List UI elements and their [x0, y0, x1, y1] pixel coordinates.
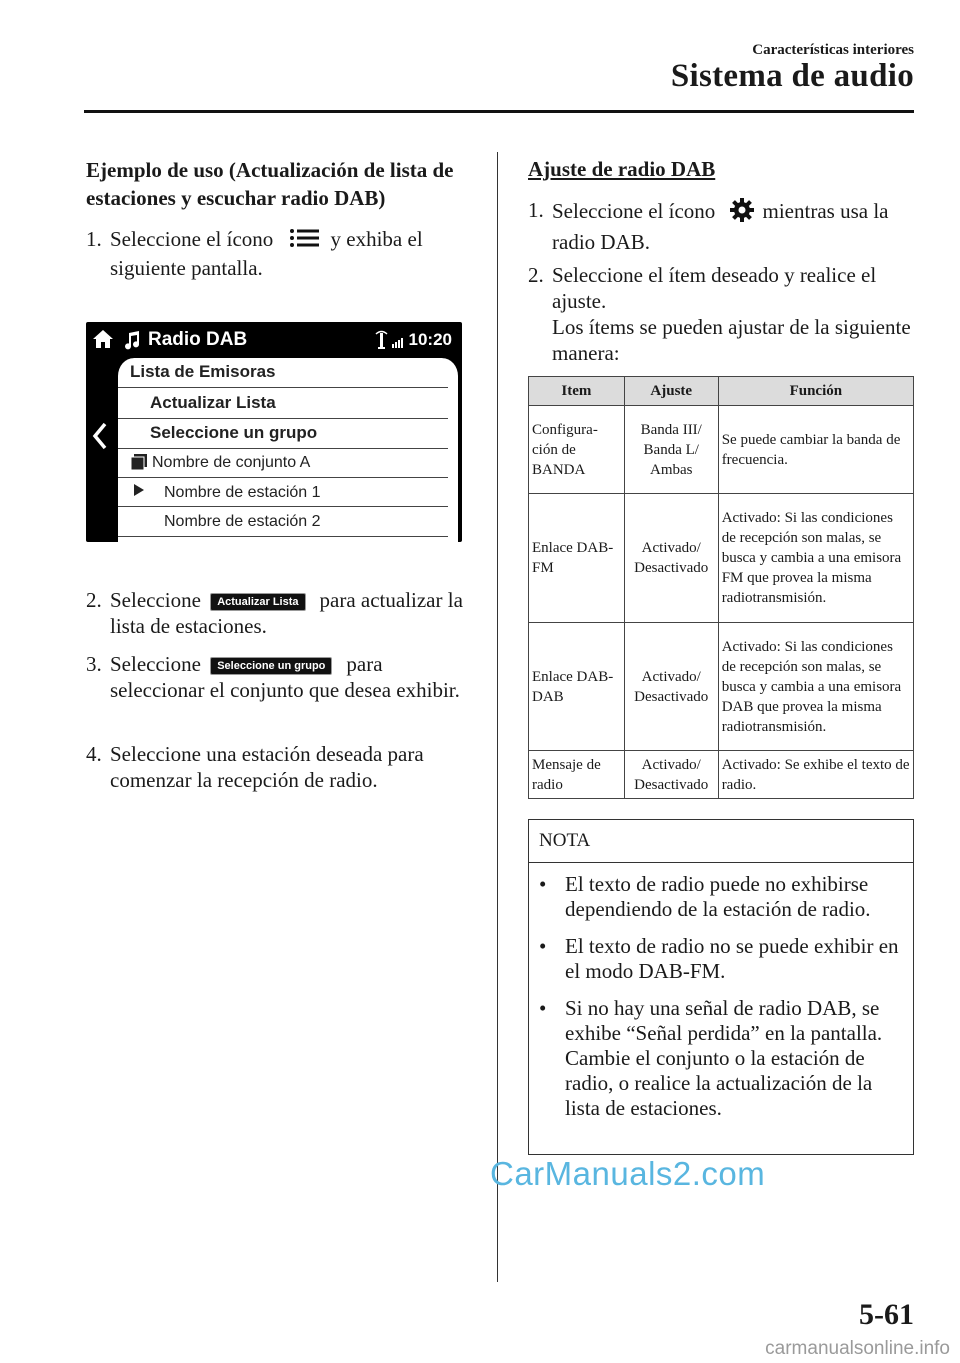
step-1-right: 1. Seleccione el ícono mientras usa la radio DAB.: [528, 198, 889, 254]
radio-dab-screen: [86, 322, 462, 542]
step-4-left: 4. Seleccione una estación deseada para comenzar la recepción de radio.: [86, 742, 424, 792]
note-header: NOTA: [529, 820, 913, 863]
page-number: 5-61: [859, 1298, 914, 1331]
step-3-left: 3. Seleccione Seleccione un grupo para seleccionar el conjunto que desea exhibir.: [86, 652, 460, 702]
chapter-title: Sistema de audio: [670, 58, 914, 94]
chapter-subtitle: Características interiores: [752, 42, 914, 58]
settings-table: [528, 376, 914, 799]
update-list-button-image: Actualizar Lista: [210, 593, 305, 611]
note-item: • El texto de radio no se puede exhibir en el modo DAB-FM.: [539, 934, 899, 983]
update-list-item[interactable]: Actualizar Lista: [150, 393, 276, 412]
table-row: Enlace DAB-FM Activado/ Desactivado Activado: Si las condiciones de recepción son malas, se busca y cambia a una emisora FM que provea la misma radiotransmisión.: [529, 494, 914, 623]
list-header: Lista de Emisoras: [130, 362, 276, 381]
header-rule: [84, 110, 914, 113]
ensemble-item[interactable]: Nombre de conjunto A: [152, 454, 311, 471]
table-row: Enlace DAB-DAB Activado/ Desactivado Activado: Si las condiciones de recepción son malas, se busca y cambia a una emisora DAB que provea la misma radiotransmisión.: [529, 623, 914, 751]
select-group-item[interactable]: Seleccione un grupo: [150, 423, 318, 442]
note-item: • El texto de radio puede no exhibirse dependiendo de la estación de radio.: [539, 872, 871, 921]
footer-link: carmanualsonline.info: [765, 1338, 950, 1359]
screen-clock: 10:20: [408, 330, 452, 349]
antenna-signal-icon: [374, 330, 408, 355]
list-icon: [287, 227, 323, 255]
col-header-setting: Ajuste: [624, 377, 718, 406]
select-group-button-image: Seleccione un grupo: [210, 657, 332, 675]
table-row: Configura-ción de BANDA Banda III/ Banda L/ Ambas Se puede cambiar la banda de frecuencia.: [529, 406, 914, 494]
back-chevron-icon[interactable]: [92, 422, 108, 455]
now-playing-icon: [132, 482, 146, 503]
section-title-settings: Ajuste de radio DAB: [528, 157, 716, 181]
column-divider: [497, 152, 498, 1282]
note-box: [528, 819, 914, 1155]
station-item-1[interactable]: Nombre de estación 1: [164, 484, 321, 501]
ensemble-icon: [131, 454, 147, 476]
section-title-example: Ejemplo de uso (Actualización de lista de estaciones y escuchar radio DAB): [86, 158, 454, 210]
col-header-function: Función: [718, 377, 913, 406]
watermark: CarManuals2.com: [490, 1155, 766, 1192]
music-note-icon: [124, 330, 140, 355]
step-2-left: 2. Seleccione Actualizar Lista para actualizar la lista de estaciones.: [86, 588, 463, 638]
table-row: Mensaje de radio Activado/ Desactivado Activado: Se exhibe el texto de radio.: [529, 751, 914, 799]
note-item: • Si no hay una señal de radio DAB, se exhibe “Señal perdida” en la pantalla. Cambie el conjunto o la estación de radio, o realice la actualización de la lista de estaciones.: [539, 996, 883, 1120]
home-icon[interactable]: [92, 329, 114, 354]
gear-icon: [729, 197, 755, 229]
step-2-right: 2. Seleccione el ítem deseado y realice el ajuste. Los ítems se pueden ajustar de la siguiente manera:: [528, 263, 911, 365]
station-list-panel: [116, 358, 460, 542]
col-header-item: Item: [529, 377, 625, 406]
step-1-left: 1. Seleccione el ícono y exhiba el siguiente pantalla.: [86, 227, 423, 281]
screen-title: Radio DAB: [148, 329, 248, 350]
station-item-2[interactable]: Nombre de estación 2: [164, 513, 321, 530]
